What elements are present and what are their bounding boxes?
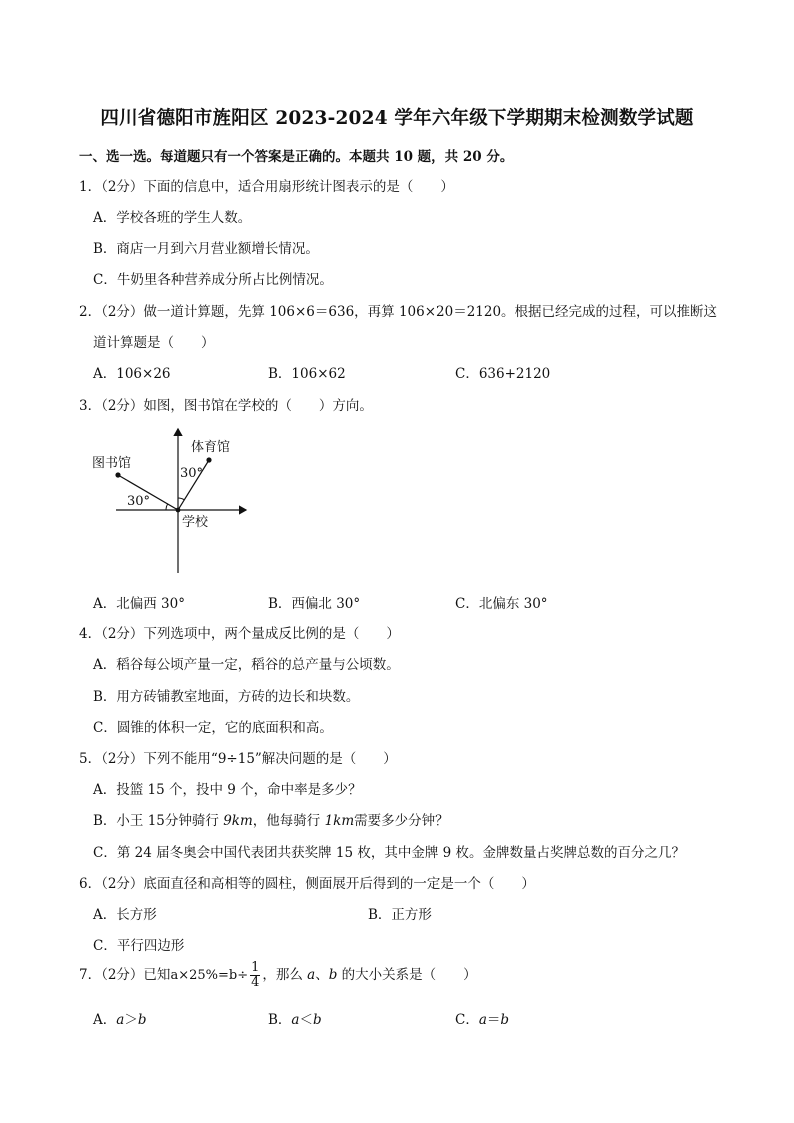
section-heading: 一、选一选。每道题只有一个答案是正确的。本题共 10 题，共 20 分。 <box>79 149 514 165</box>
angle-arc-left <box>166 504 168 510</box>
question-1-option-c: C．牛奶里各种营养成分所占比例情况。 <box>93 272 333 288</box>
question-6-option-a: A．长方形 <box>93 907 157 923</box>
option-rhs: b <box>500 1012 510 1028</box>
fraction-one-quarter <box>250 961 260 990</box>
question-2-stem: 2．（2分）做一道计算题，先算 106×6＝636，再算 106×20＝2120。根据已经完成的过程，可以推断这 <box>79 304 718 320</box>
question-2-option-a: A．106×26 <box>93 366 171 382</box>
angle-label-left: 30° <box>127 494 151 509</box>
option-lhs: a <box>291 1012 300 1028</box>
question-5-stem: 5．（2分）下列不能用“9÷15”解决问题的是（ ） <box>79 751 397 767</box>
question-4-option-a: A．稻谷每公顷产量一定，稻谷的总产量与公顷数。 <box>93 657 400 673</box>
direction-diagram <box>88 425 263 575</box>
school-label: 学校 <box>182 515 209 530</box>
fraction-denominator: 4 <box>251 975 260 990</box>
question-4-option-b: B．用方砖铺教室地面，方砖的边长和块数。 <box>93 689 360 705</box>
question-7-option-b <box>268 1008 322 1028</box>
question-3-option-b: B．西偏北 30° <box>268 596 361 612</box>
option-letter: A． <box>93 1012 117 1028</box>
distance-1km: 1km <box>324 813 355 829</box>
question-1-option-b: B．商店一月到六月营业额增长情况。 <box>93 241 319 257</box>
question-7-option-c <box>455 1008 509 1028</box>
question-2-option-b: B．106×62 <box>268 366 346 382</box>
option-operator: ＜ <box>299 1012 313 1028</box>
option-operator: ＝ <box>486 1012 501 1028</box>
question-7-prefix: 7．（2分）已知 <box>79 967 171 983</box>
option-b-text-3: 需要多少分钟？ <box>354 813 449 829</box>
variable-a: a <box>307 967 316 983</box>
option-b-text-1: B．小王 15分钟骑行 <box>93 813 224 829</box>
gym-label: 体育馆 <box>191 440 231 455</box>
option-operator: ＞ <box>124 1012 138 1028</box>
option-letter: B． <box>268 1012 292 1028</box>
option-letter: C． <box>455 1012 479 1028</box>
direction-diagram-svg <box>88 425 263 575</box>
variable-b: b <box>328 967 338 983</box>
question-1-option-a: A．学校各班的学生人数。 <box>93 210 252 226</box>
question-6-option-c: C．平行四边形 <box>93 938 185 954</box>
angle-label-top: 30° <box>180 466 204 481</box>
angle-arc-top <box>178 498 184 500</box>
question-4-stem: 4．（2分）下列选项中，两个量成反比例的是（ ） <box>79 626 400 642</box>
school-point <box>176 508 181 513</box>
question-3-option-a: A．北偏西 30° <box>93 596 185 612</box>
question-7-expression: a×25%=b÷ <box>170 968 249 983</box>
question-2-stem-continued: 道计算题是（ ） <box>93 335 215 351</box>
page-title: 四川省德阳市旌阳区 2023-2024 学年六年级下学期期末检测数学试题 <box>100 108 694 129</box>
fraction-numerator: 1 <box>251 960 260 975</box>
question-7-option-a <box>93 1008 146 1028</box>
question-5-option-b <box>93 809 449 829</box>
distance-9km: 9km <box>223 813 253 829</box>
question-5-option-c: C．第 24 届冬奥会中国代表团共获奖牌 15 枚，其中金牌 9 枚。金牌数量占奖牌总数的百分之几？ <box>93 845 686 861</box>
gym-point <box>206 457 211 462</box>
library-label: 图书馆 <box>92 456 132 471</box>
option-lhs: a <box>478 1012 487 1028</box>
question-6-stem: 6．（2分）底面直径和高相等的圆柱，侧面展开后得到的一定是一个（ ） <box>79 876 535 892</box>
option-rhs: b <box>312 1012 322 1028</box>
question-7-separator: 、 <box>315 967 329 983</box>
option-b-text-2: ，他每骑行 <box>252 813 325 829</box>
question-4-option-c: C．圆锥的体积一定，它的底面积和高。 <box>93 720 333 736</box>
question-3-stem: 3．（2分）如图，图书馆在学校的（ ）方向。 <box>79 398 373 414</box>
question-7-suffix: 的大小关系是（ ） <box>337 967 477 983</box>
library-point <box>115 472 120 477</box>
option-lhs: a <box>116 1012 125 1028</box>
question-3-option-c: C．北偏东 30° <box>455 596 548 612</box>
question-1-stem: 1．（2分）下面的信息中，适合用扇形统计图表示的是（ ） <box>79 179 454 195</box>
option-rhs: b <box>137 1012 147 1028</box>
question-5-option-a: A．投篮 15 个，投中 9 个，命中率是多少？ <box>93 782 362 798</box>
question-2-option-c: C．636+2120 <box>455 366 551 382</box>
question-6-option-b: B．正方形 <box>368 907 432 923</box>
question-7-stem <box>79 960 477 991</box>
question-7-mid: ，那么 <box>262 967 308 983</box>
